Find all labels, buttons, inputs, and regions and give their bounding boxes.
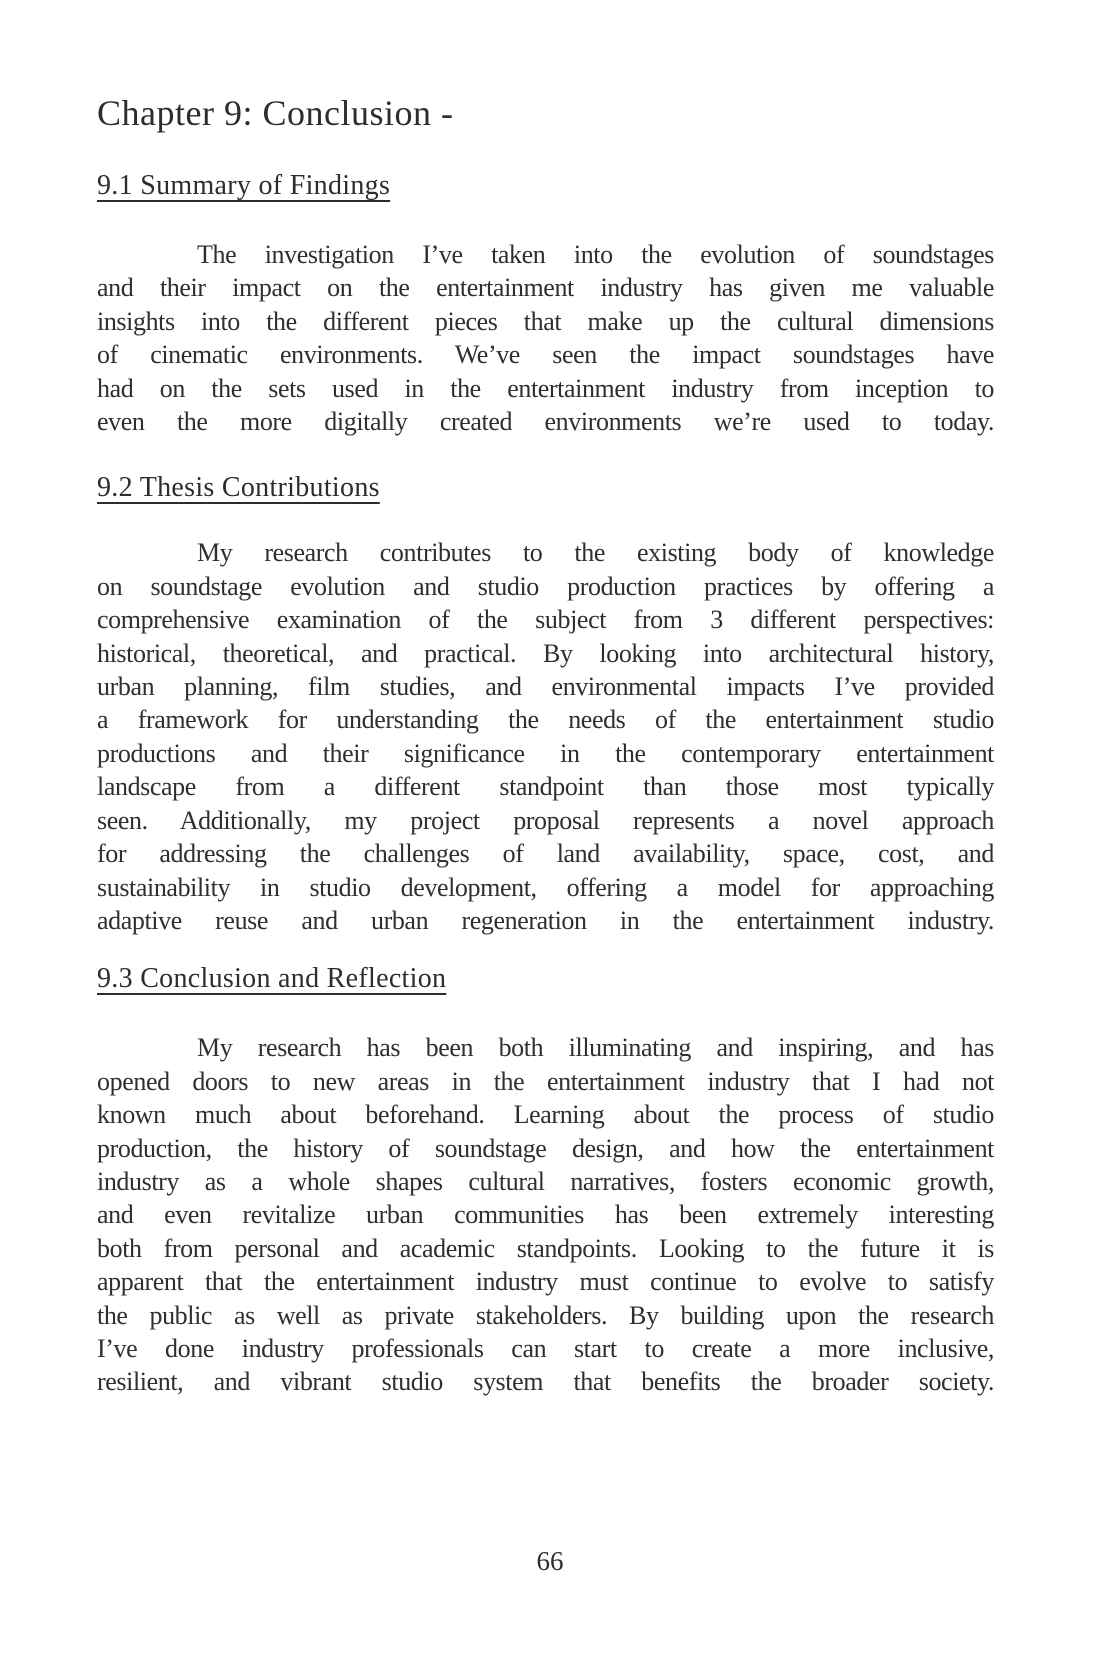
paragraph-line: production, the history of soundstage design, and how the entertainment bbox=[97, 1133, 994, 1163]
paragraph-line: opened doors to new areas in the entertainment industry that I had not bbox=[97, 1066, 994, 1096]
paragraph-line: insights into the different pieces that make up the cultural dimensions bbox=[97, 306, 994, 336]
paragraph-line: had on the sets used in the entertainment industry from inception to bbox=[97, 373, 994, 403]
paragraph-line: and even revitalize urban communities has been extremely interesting bbox=[97, 1200, 994, 1230]
paragraph-line: resilient, and vibrant studio system that benefits the broader society. bbox=[97, 1367, 994, 1397]
paragraph-line: industry as a whole shapes cultural narratives, fosters economic growth, bbox=[97, 1166, 994, 1196]
paragraph-line: for addressing the challenges of land availability, space, cost, and bbox=[97, 839, 994, 869]
section-heading-9-2: 9.2 Thesis Contributions bbox=[97, 472, 380, 504]
paragraph-line: sustainability in studio development, offering a model for approaching bbox=[97, 872, 994, 902]
paragraph-line: apparent that the entertainment industry must continue to evolve to satisfy bbox=[97, 1267, 994, 1297]
paragraph-line: productions and their significance in the contemporary entertainment bbox=[97, 738, 994, 768]
paragraph-line: on soundstage evolution and studio production practices by offering a bbox=[97, 571, 994, 601]
paragraph-line: of cinematic environments. We’ve seen the impact soundstages have bbox=[97, 340, 994, 370]
paragraph-thesis-contributions bbox=[97, 536, 994, 937]
page-number: 66 bbox=[536, 1546, 564, 1576]
paragraph-line: even the more digitally created environments we’re used to today. bbox=[97, 407, 994, 437]
paragraph-line: historical, theoretical, and practical. By looking into architectural history, bbox=[97, 638, 994, 668]
section-heading-9-3: 9.3 Conclusion and Reflection bbox=[97, 963, 447, 995]
paragraph-line: adaptive reuse and urban regeneration in the entertainment industry. bbox=[97, 905, 994, 935]
paragraph-line: urban planning, film studies, and environmental impacts I’ve provided bbox=[97, 672, 994, 702]
paragraph-line: My research contributes to the existing body of knowledge bbox=[197, 538, 994, 568]
paragraph-line: the public as well as private stakeholders. By building upon the research bbox=[97, 1300, 994, 1330]
paragraph-line: landscape from a different standpoint than those most typically bbox=[97, 772, 994, 802]
paragraph-line: both from personal and academic standpoints. Looking to the future it is bbox=[97, 1233, 994, 1263]
paragraph-line: seen. Additionally, my project proposal represents a novel approach bbox=[97, 805, 994, 835]
section-heading-9-1: 9.1 Summary of Findings bbox=[97, 170, 391, 201]
paragraph-line: The investigation I’ve taken into the evolution of soundstages bbox=[197, 240, 994, 269]
paragraph-line: known much about beforehand. Learning about the process of studio bbox=[97, 1100, 994, 1130]
paragraph-line: comprehensive examination of the subject from 3 different perspectives: bbox=[97, 605, 994, 635]
paragraph-line: I’ve done industry professionals can start to create a more inclusive, bbox=[97, 1333, 994, 1363]
paragraph-summary-of-findings bbox=[97, 238, 994, 438]
page-content bbox=[97, 0, 994, 1399]
paragraph-line: My research has been both illuminating and inspiring, and has bbox=[197, 1033, 994, 1063]
paragraph-line: and their impact on the entertainment industry has given me valuable bbox=[97, 273, 994, 303]
paragraph-conclusion-and-reflection bbox=[97, 1031, 994, 1398]
paragraph-line: a framework for understanding the needs of the entertainment studio bbox=[97, 705, 994, 735]
chapter-title: Chapter 9: Conclusion - bbox=[97, 93, 454, 133]
